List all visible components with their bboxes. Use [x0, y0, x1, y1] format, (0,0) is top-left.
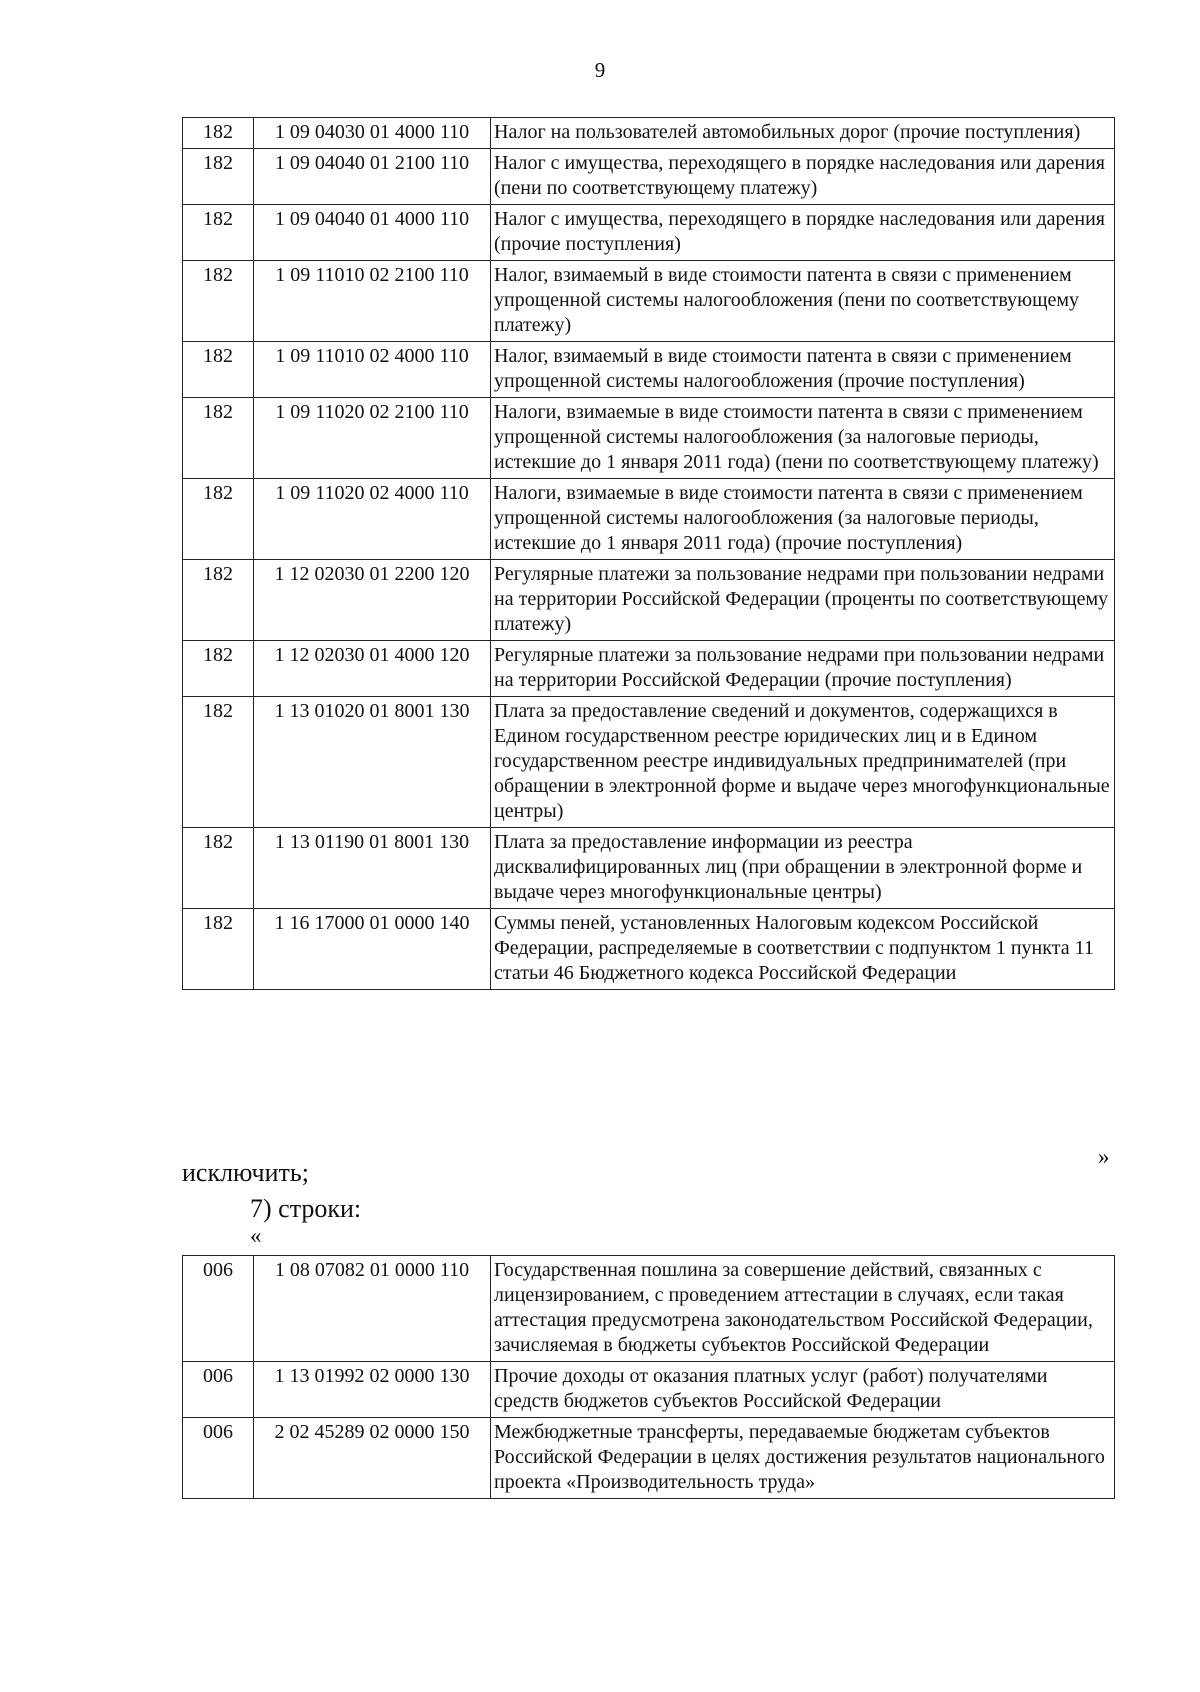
budget-classification-code-cell: 1 12 02030 01 4000 120: [254, 641, 491, 697]
table-row: [183, 205, 1115, 261]
revenue-name-cell: Плата за предоставление сведений и документов, содержащихся в Едином государственном реестре юридических лиц и в Едином государственном реестре индивидуальных предпринимателей (при обращении в электронной форме и выдаче через многофункциональные центры): [491, 697, 1115, 828]
rows-label: 7) строки:: [250, 1194, 362, 1223]
revenue-name-cell: Налог, взимаемый в виде стоимости патента в связи с применением упрощенной системы налогообложения (прочие поступления): [491, 342, 1115, 398]
budget-classification-code-cell: 1 09 11010 02 4000 110: [254, 342, 491, 398]
revenue-name-cell: Плата за предоставление информации из реестра дисквалифицированных лиц (при обращении в электронной форме и выдаче через многофункциональные центры): [491, 828, 1115, 909]
admin-code-cell: 006: [183, 1256, 254, 1362]
admin-code-cell: 182: [183, 560, 254, 641]
admin-code-cell: 182: [183, 342, 254, 398]
budget-classification-code-cell: 1 09 04040 01 4000 110: [254, 205, 491, 261]
budget-classification-code-cell: 1 09 11020 02 2100 110: [254, 398, 491, 479]
revenue-name-cell: Прочие доходы от оказания платных услуг (работ) получателями средств бюджетов субъектов Российской Федерации: [491, 1362, 1115, 1418]
table-body: [183, 118, 1115, 990]
revenue-name-cell: Налоги, взимаемые в виде стоимости патента в связи с применением упрощенной системы налогообложения (за налоговые периоды, истекшие до 1 января 2011 года) (пени по соответствующему платежу): [491, 398, 1115, 479]
revenue-name-cell: Налог на пользователей автомобильных дорог (прочие поступления): [491, 118, 1115, 149]
admin-code-cell: 006: [183, 1362, 254, 1418]
admin-code-cell: 182: [183, 261, 254, 342]
revenue-name-cell: Налог, взимаемый в виде стоимости патента в связи с применением упрощенной системы налогообложения (пени по соответствующему платежу): [491, 261, 1115, 342]
table-row: [183, 1418, 1115, 1499]
table-row: [183, 149, 1115, 205]
revenue-name-cell: Налог с имущества, переходящего в порядке наследования или дарения (прочие поступления): [491, 205, 1115, 261]
table-row: [183, 1362, 1115, 1418]
table-row: [183, 118, 1115, 149]
exclude-text: исключить;: [182, 1158, 309, 1187]
page-number: 9: [594, 58, 606, 82]
table-row: [183, 342, 1115, 398]
admin-code-cell: 182: [183, 909, 254, 990]
admin-code-cell: 182: [183, 118, 254, 149]
table-row: [183, 828, 1115, 909]
budget-classification-code-cell: 1 13 01020 01 8001 130: [254, 697, 491, 828]
admin-code-cell: 182: [183, 828, 254, 909]
admin-code-cell: 182: [183, 149, 254, 205]
admin-code-cell: 182: [183, 641, 254, 697]
revenue-name-cell: Межбюджетные трансферты, передаваемые бюджетам субъектов Российской Федерации в целях достижения результатов национального проекта «Производительность труда»: [491, 1418, 1115, 1499]
revenue-name-cell: Государственная пошлина за совершение действий, связанных с лицензированием, с проведением аттестации в случаях, если такая аттестация предусмотрена законодательством Российской Федерации, зачисляемая в бюджеты субъектов Российской Федерации: [491, 1256, 1115, 1362]
table-row: [183, 697, 1115, 828]
budget-classification-code-cell: 1 12 02030 01 2200 120: [254, 560, 491, 641]
budget-classification-code-cell: 1 13 01992 02 0000 130: [254, 1362, 491, 1418]
table-row: [183, 479, 1115, 560]
table-body: [183, 1256, 1115, 1499]
opening-quote: «: [250, 1223, 262, 1248]
budget-codes-table-excluded: [182, 117, 1115, 990]
revenue-name-cell: Налоги, взимаемые в виде стоимости патента в связи с применением упрощенной системы налогообложения (за налоговые периоды, истекшие до 1 января 2011 года) (прочие поступления): [491, 479, 1115, 560]
table-row: [183, 1256, 1115, 1362]
closing-quote: »: [1098, 1144, 1110, 1169]
budget-classification-code-cell: 1 08 07082 01 0000 110: [254, 1256, 491, 1362]
budget-classification-code-cell: 1 09 04040 01 2100 110: [254, 149, 491, 205]
table-row: [183, 261, 1115, 342]
budget-classification-code-cell: 1 16 17000 01 0000 140: [254, 909, 491, 990]
revenue-name-cell: Регулярные платежи за пользование недрами при пользовании недрами на территории Российской Федерации (проценты по соответствующему платежу): [491, 560, 1115, 641]
admin-code-cell: 182: [183, 398, 254, 479]
budget-classification-code-cell: 2 02 45289 02 0000 150: [254, 1418, 491, 1499]
admin-code-cell: 006: [183, 1418, 254, 1499]
table-row: [183, 641, 1115, 697]
admin-code-cell: 182: [183, 697, 254, 828]
budget-classification-code-cell: 1 09 04030 01 4000 110: [254, 118, 491, 149]
budget-classification-code-cell: 1 09 11010 02 2100 110: [254, 261, 491, 342]
table-row: [183, 909, 1115, 990]
budget-classification-code-cell: 1 13 01190 01 8001 130: [254, 828, 491, 909]
table-row: [183, 560, 1115, 641]
table-row: [183, 398, 1115, 479]
revenue-name-cell: Регулярные платежи за пользование недрами при пользовании недрами на территории Российской Федерации (прочие поступления): [491, 641, 1115, 697]
admin-code-cell: 182: [183, 479, 254, 560]
revenue-name-cell: Суммы пеней, установленных Налоговым кодексом Российской Федерации, распределяемые в соответствии с подпунктом 1 пункта 11 статьи 46 Бюджетного кодекса Российской Федерации: [491, 909, 1115, 990]
budget-classification-code-cell: 1 09 11020 02 4000 110: [254, 479, 491, 560]
admin-code-cell: 182: [183, 205, 254, 261]
revenue-name-cell: Налог с имущества, переходящего в порядке наследования или дарения (пени по соответствующему платежу): [491, 149, 1115, 205]
budget-codes-table-new: [182, 1255, 1115, 1499]
